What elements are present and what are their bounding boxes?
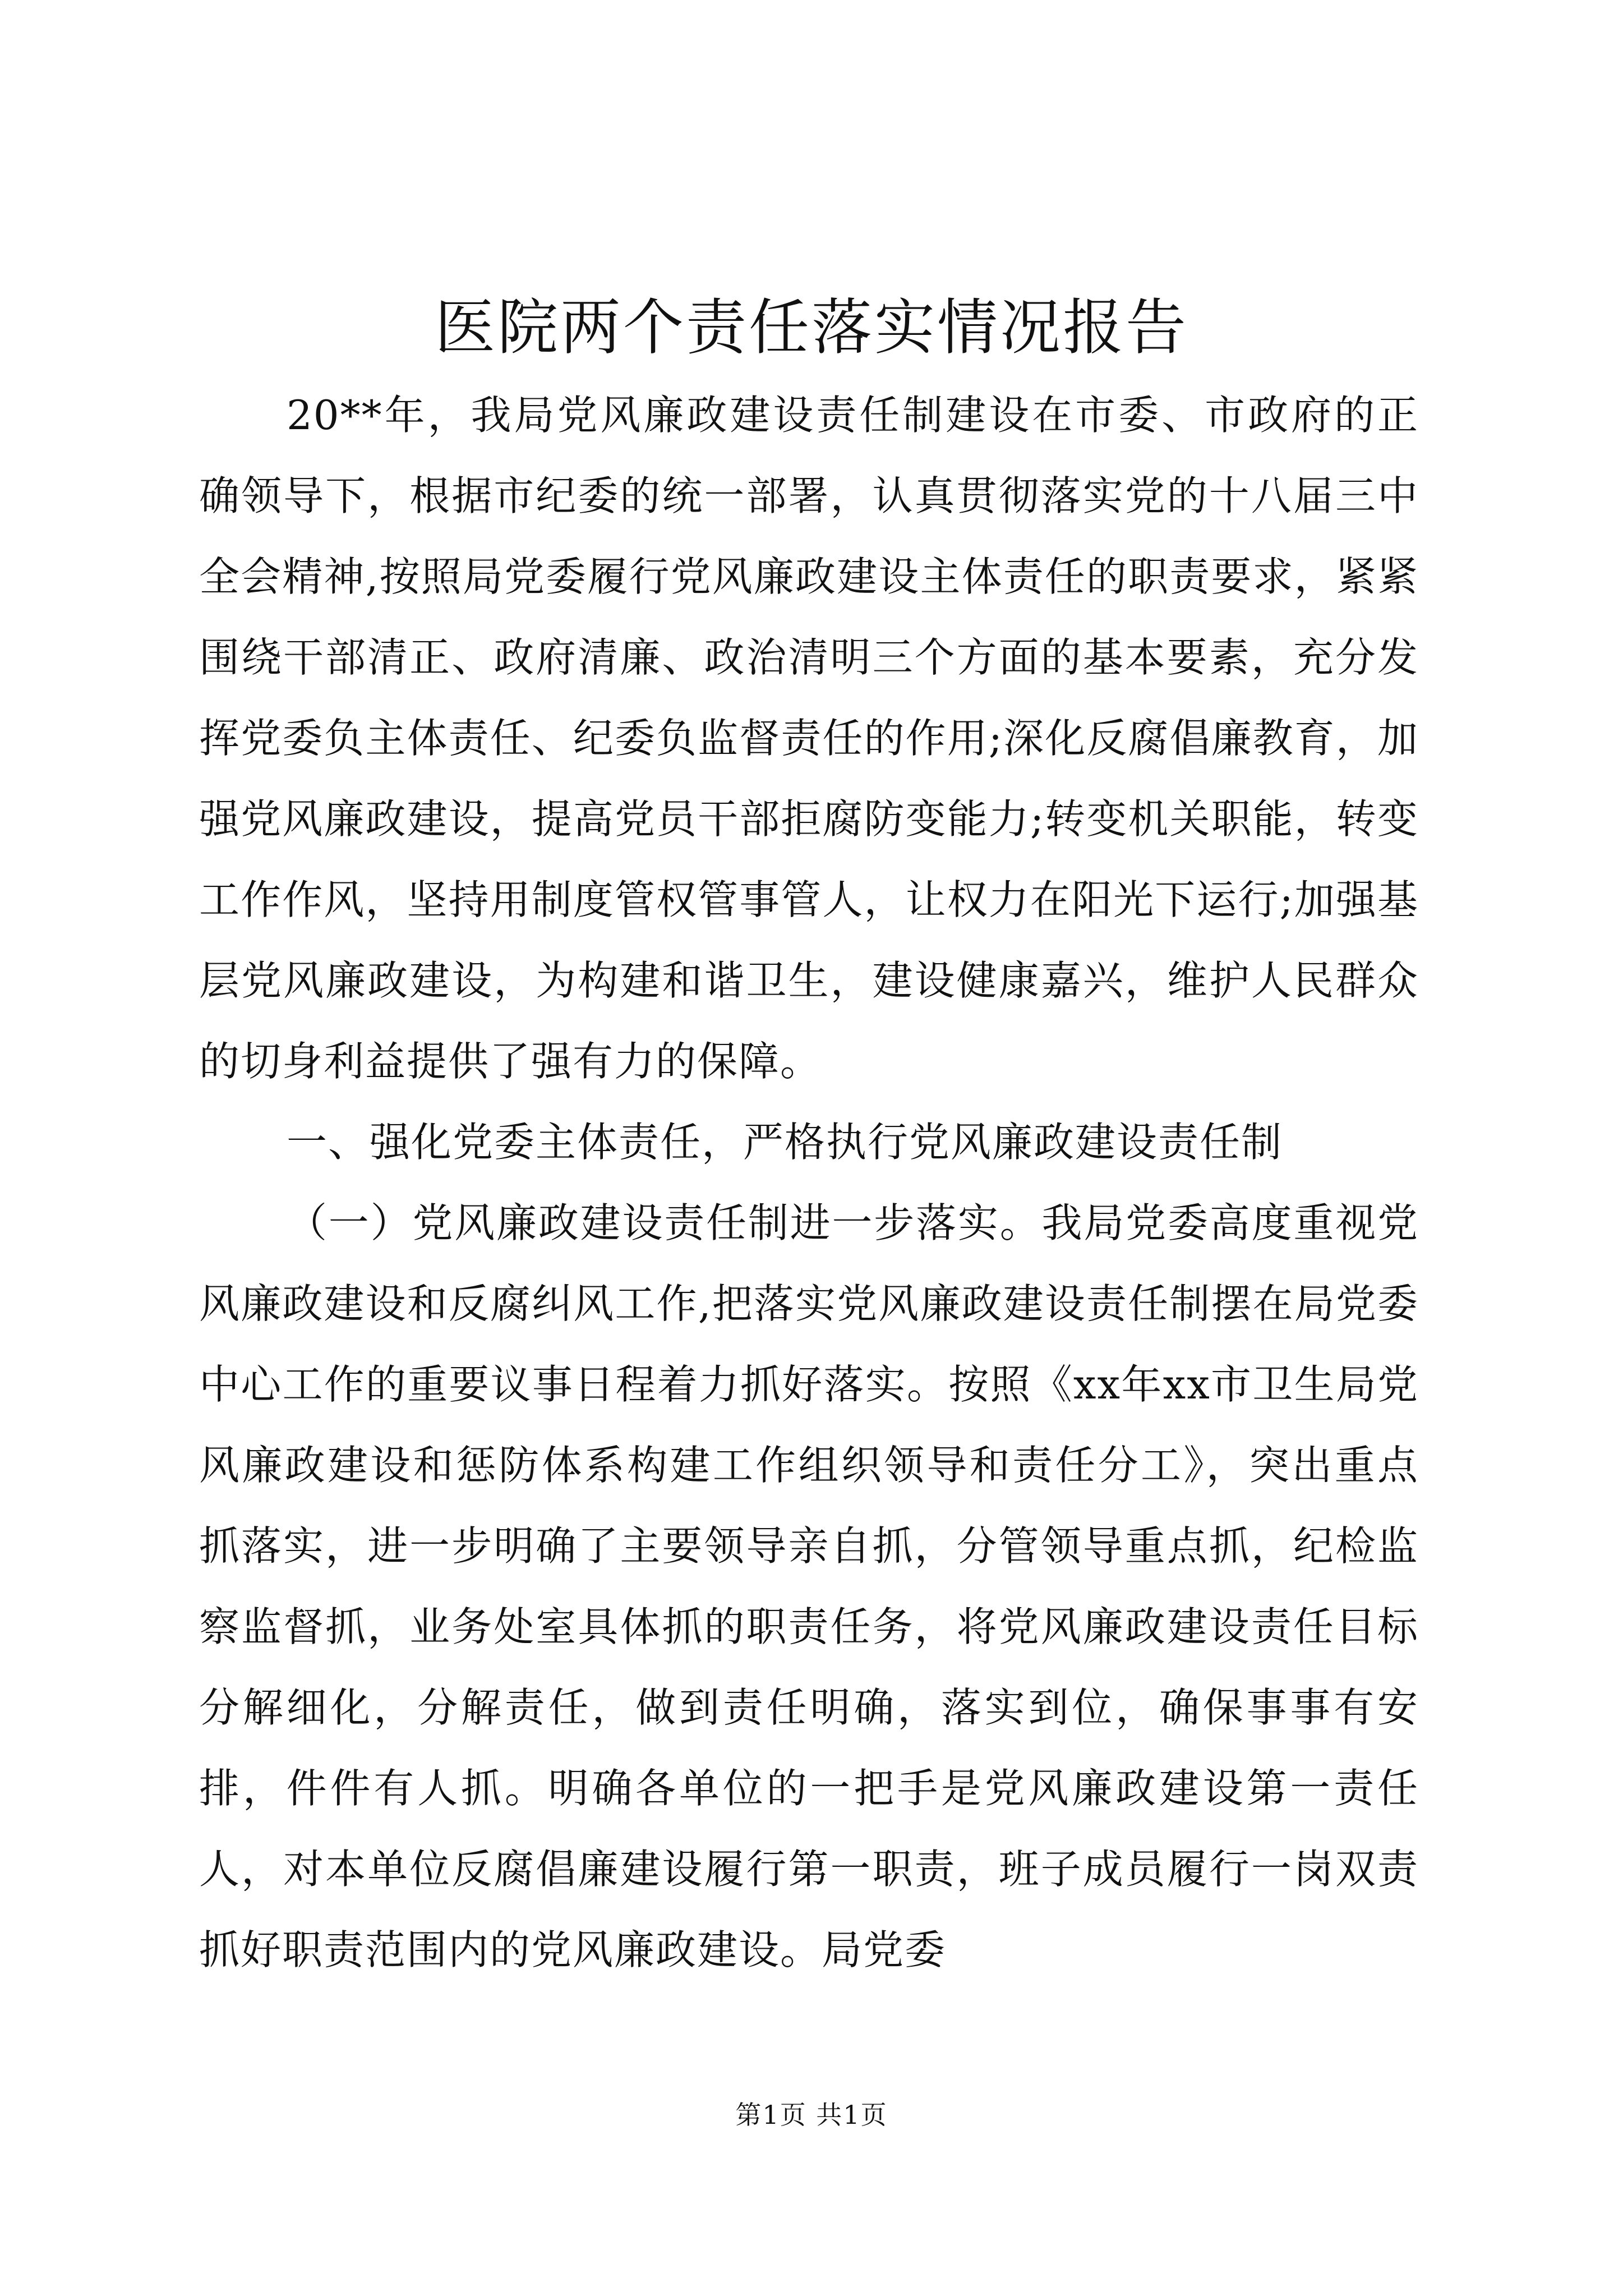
section-heading-1: 一、强化党委主体责任，严格执行党风廉政建设责任制 xyxy=(287,1119,1283,1166)
page-footer: 第1页 共1页 xyxy=(735,2100,888,2130)
document-body xyxy=(199,375,1419,1990)
document-title: 医院两个责任落实情况报告 xyxy=(434,293,1188,363)
body-paragraph-intro: 20**年，我局党风廉政建设责任制建设在市委、市政府的正确领导下，根据市纪委的统一部署，认真贯彻落实党的十八届三中全会精神,按照局党委履行党风廉政建设主体责任的职责要求，紧紧围绕干部清正、政府清廉、政治清明三个方面的基本要素，充分发挥党委负主体责任、纪委负监督责任的作用;深化反腐倡廉教育，加强党风廉政建设，提高党员干部拒腐防变能力;转变机关职能，转变工作作风，坚持用制度管权管事管人，让权力在阳光下运行;加强基层党风廉政建设，为构建和谐卫生，建设健康嘉兴，维护人民群众的切身利益提供了强有力的保障。 xyxy=(199,392,1419,1085)
body-paragraph-1-1: （一）党风廉政建设责任制进一步落实。我局党委高度重视党风廉政建设和反腐纠风工作,把落实党风廉政建设责任制摆在局党委中心工作的重要议事日程着力抓好落实。按照《xx年xx市卫生局党风廉政建设和惩防体系构建工作组织领导和责任分工》，突出重点抓落实，进一步明确了主要领导亲自抓，分管领导重点抓，纪检监察监督抓，业务处室具体抓的职责任务，将党风廉政建设责任目标分解细化，分解责任，做到责任明确，落实到位，确保事事有安排，件件有人抓。明确各单位的一把手是党风廉政建设第一责任人，对本单位反腐倡廉建设履行第一职责，班子成员履行一岗双责抓好职责范围内的党风廉政建设。局党委 xyxy=(199,1199,1419,1973)
